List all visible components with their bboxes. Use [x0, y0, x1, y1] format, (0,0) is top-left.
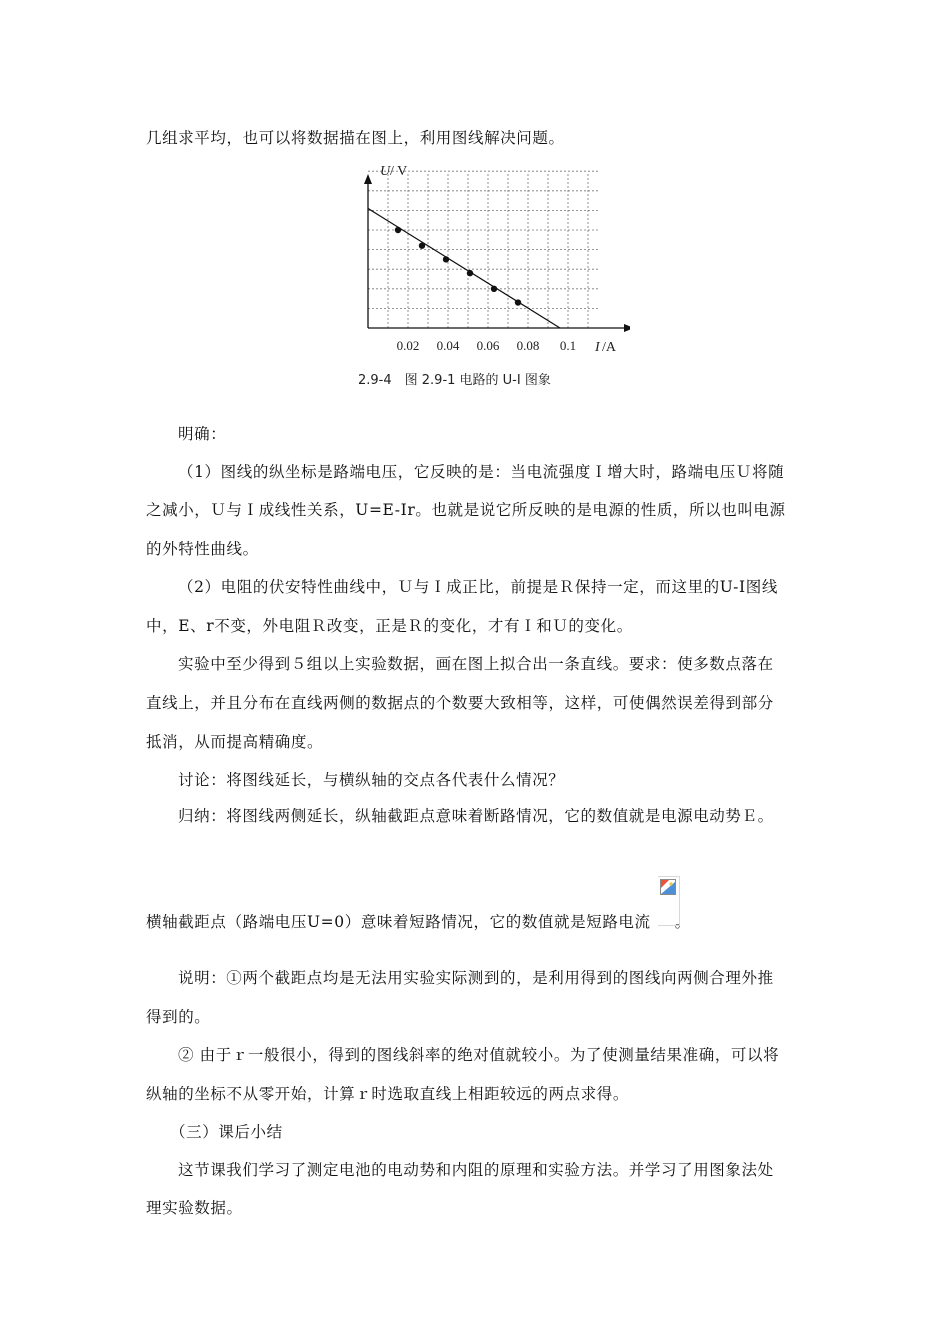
point2-line2: 中，E、r不变，外电阻Ｒ改变，正是Ｒ的变化，才有Ｉ和Ｕ的变化。: [146, 617, 633, 635]
fit-line: [368, 208, 560, 328]
ui-chart: [340, 152, 630, 402]
x-tick-label: 0.02: [396, 338, 420, 353]
point1-line3: 的外特性曲线。: [146, 540, 259, 558]
x-axis-arrow: [624, 324, 630, 332]
y-axis-unit: / V: [390, 164, 408, 179]
data-point: [419, 242, 425, 248]
x-tick-label: 0.04: [436, 338, 460, 353]
closing-line1: 这节课我们学习了测定电池的电动势和内阻的原理和实验方法。并学习了用图象法处: [178, 1161, 774, 1179]
intro-text: 几组求平均，也可以将数据描在图上，利用图线解决问题。: [146, 129, 565, 147]
note-line1: 说明：①两个截距点均是无法用实验实际测到的，是利用得到的图线向两侧合理外推: [178, 969, 774, 987]
point1-line1: （1）图线的纵坐标是路端电压，它反映的是：当电流强度Ｉ增大时，路端电压Ｕ将随: [178, 463, 785, 481]
short-circuit-label: 横轴截距点（路端电压U=0）意味着短路情况，它的数值就是短路电流: [146, 913, 651, 931]
x-tick-label: 0.06: [476, 338, 500, 353]
mingque-label: 明确：: [178, 425, 227, 443]
x-axis-unit: /A: [602, 340, 616, 355]
experiment-line1: 实验中至少得到５组以上实验数据，画在图上拟合出一条直线。要求：使多数点落在: [178, 655, 774, 673]
summary-text: 归纳：将图线两侧延长，纵轴截距点意味着断路情况，它的数值就是电源电动势Ｅ。: [178, 807, 774, 825]
short-circuit-text: [146, 912, 691, 932]
y-axis-name: U: [380, 164, 391, 179]
y-axis-arrow: [364, 174, 372, 184]
x-tick-label: 0.08: [516, 338, 540, 353]
closing-line2: 理实验数据。: [146, 1199, 243, 1217]
data-point: [467, 270, 473, 276]
discussion-text: 讨论：将图线延长，与横纵轴的交点各代表什么情况？: [178, 771, 565, 789]
note-line2: 得到的。: [146, 1008, 211, 1026]
data-point: [395, 227, 401, 233]
x-tick-label: 0.1: [559, 338, 577, 353]
point2-line1: （2）电阻的伏安特性曲线中，Ｕ与Ｉ成正比，前提是Ｒ保持一定，而这里的U-I图线: [178, 578, 778, 596]
broken-image-icon: [658, 876, 680, 926]
note2-line2: 纵轴的坐标不从零开始，计算ｒ时选取直线上相距较远的两点求得。: [146, 1085, 630, 1103]
experiment-line2: 直线上，并且分布在直线两侧的数据点的个数要大致相等，这样，可使偶然误差得到部分: [146, 694, 774, 712]
note2-line1: ② 由于ｒ一般很小，得到的图线斜率的绝对值就较小。为了使测量结果准确，可以将: [178, 1046, 780, 1064]
figure-caption: 2.9-4 图 2.9-1 电路的 U-I 图象: [358, 373, 551, 388]
point1-line2: 之减小，Ｕ与Ｉ成线性关系，U=E-Ir。也就是说它所反映的是电源的性质，所以也叫电源: [146, 501, 786, 519]
data-point: [515, 299, 521, 305]
data-point: [491, 286, 497, 292]
data-point: [443, 256, 449, 262]
x-axis-name: I: [595, 340, 600, 355]
section-heading: （三）课后小结: [170, 1123, 283, 1141]
short-circuit-period: 。: [674, 913, 691, 931]
experiment-line3: 抵消，从而提高精确度。: [146, 733, 324, 751]
ui-graph-figure: [340, 152, 630, 402]
image-placeholder-icon: [660, 879, 676, 895]
